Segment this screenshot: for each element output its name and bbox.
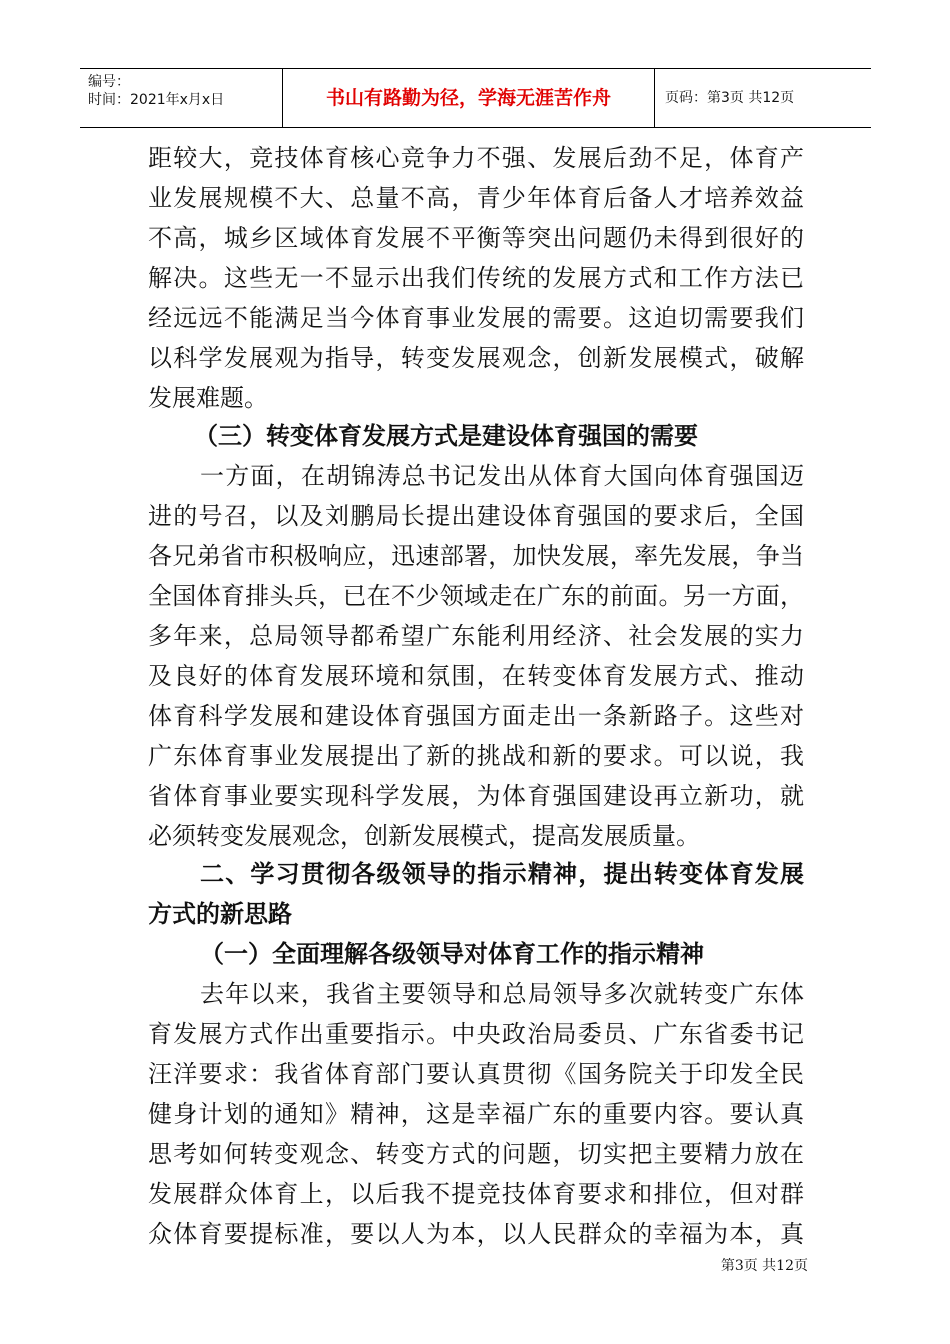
body-line: 广东体育事业发展提出了新的挑战和新的要求。可以说，我: [148, 742, 804, 770]
section-heading: （三）转变体育发展方式是建设体育强国的需要: [194, 422, 698, 450]
chapter-heading: 二、学习贯彻各级领导的指示精神，提出转变体育发展: [200, 860, 804, 888]
header-page-info: 页码：第3页 共12页: [665, 90, 795, 106]
body-line: 距较大，竞技体育核心竞争力不强、发展后劲不足，体育产: [148, 144, 804, 172]
body-line: 发展群众体育上，以后我不提竞技体育要求和排位，但对群: [148, 1180, 804, 1208]
body-line: 省体育事业要实现科学发展，为体育强国建设再立新功，就: [148, 782, 804, 810]
body-line: 发展难题。: [148, 384, 268, 412]
body-line: 经远远不能满足当今体育事业发展的需要。这迫切需要我们: [148, 304, 804, 332]
body-line: 进的号召，以及刘鹏局长提出建设体育强国的要求后，全国: [148, 502, 804, 530]
body-line: 去年以来，我省主要领导和总局领导多次就转变广东体: [200, 980, 804, 1008]
section-heading: （一）全面理解各级领导对体育工作的指示精神: [200, 940, 704, 968]
body-line: 健身计划的通知》精神，这是幸福广东的重要内容。要认真: [148, 1100, 804, 1128]
body-line: 以科学发展观为指导，转变发展观念，创新发展模式，破解: [148, 344, 804, 372]
body-line: 必须转变发展观念，创新发展模式，提高发展质量。: [148, 822, 700, 850]
body-line: 多年来，总局领导都希望广东能利用经济、社会发展的实力: [148, 622, 804, 650]
body-line: 一方面，在胡锦涛总书记发出从体育大国向体育强国迈: [200, 462, 804, 490]
body-line: 全国体育排头兵，已在不少领域走在广东的前面。另一方面，: [148, 582, 804, 610]
body-line: 解决。这些无一不显示出我们传统的发展方式和工作方法已: [148, 264, 804, 292]
body-line: 不高，城乡区域体育发展不平衡等突出问题仍未得到很好的: [148, 224, 804, 252]
page-header: [80, 68, 871, 128]
chapter-heading-cont: 方式的新思路: [148, 900, 292, 928]
body-line: 及良好的体育发展环境和氛围，在转变体育发展方式、推动: [148, 662, 804, 690]
body-line: 思考如何转变观念、转变方式的问题，切实把主要精力放在: [148, 1140, 804, 1168]
header-motto: 书山有路勤为径，学海无涯苦作舟: [283, 69, 655, 127]
body-line: 众体育要提标准，要以人为本，以人民群众的幸福为本，真: [148, 1220, 804, 1248]
body-line: 汪洋要求：我省体育部门要认真贯彻《国务院关于印发全民: [148, 1060, 804, 1088]
body-line: 业发展规模不大、总量不高，青少年体育后备人才培养效益: [148, 184, 804, 212]
page-footer: 第3页 共12页: [720, 1258, 808, 1274]
time-label: 时间：2021年x月x日: [88, 92, 225, 108]
header-meta: [80, 69, 283, 127]
number-label: 编号：: [88, 74, 130, 90]
body-line: 育发展方式作出重要指示。中央政治局委员、广东省委书记: [148, 1020, 804, 1048]
body-line: 体育科学发展和建设体育强国方面走出一条新路子。这些对: [148, 702, 804, 730]
body-line: 各兄弟省市积极响应，迅速部署，加快发展，率先发展，争当: [148, 542, 804, 570]
